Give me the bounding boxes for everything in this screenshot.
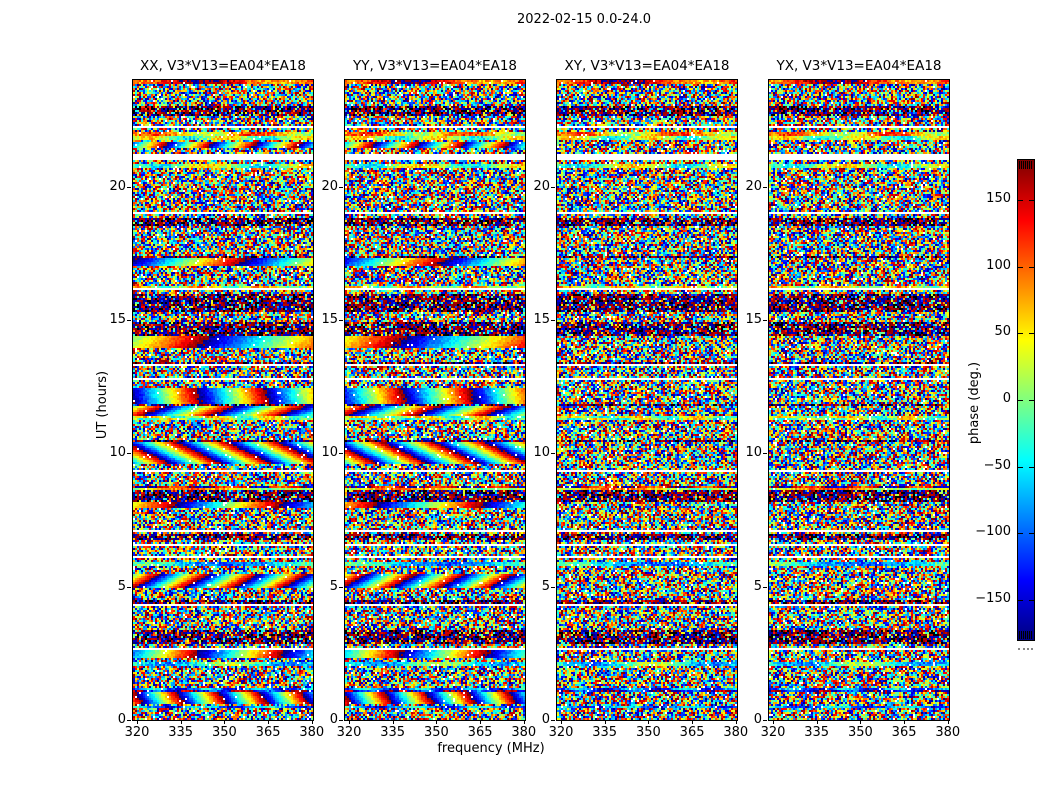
y-tick-mark bbox=[763, 187, 767, 188]
y-tick-mark bbox=[339, 587, 343, 588]
x-tick-label: 320 bbox=[760, 725, 786, 740]
y-tick-mark bbox=[763, 587, 767, 588]
colorbar-tick-label: −150 bbox=[975, 591, 1011, 606]
heatmap-panel bbox=[132, 79, 314, 721]
x-tick-label: 380 bbox=[299, 725, 325, 740]
x-tick-label: 350 bbox=[211, 725, 237, 740]
x-tick-label: 335 bbox=[592, 725, 618, 740]
y-tick-label: 10 bbox=[745, 445, 762, 461]
y-tick-label: 10 bbox=[109, 445, 126, 461]
colorbar-label: phase (deg.) bbox=[967, 361, 982, 445]
x-axis-label: frequency (MHz) bbox=[437, 741, 545, 756]
x-tick-label: 350 bbox=[635, 725, 661, 740]
y-tick-mark bbox=[551, 453, 555, 454]
y-tick-label: 5 bbox=[541, 578, 550, 594]
colorbar-clip-dots bbox=[1018, 648, 1033, 650]
x-tick-label: 380 bbox=[935, 725, 961, 740]
x-tick-mark bbox=[860, 720, 861, 724]
x-tick-mark bbox=[137, 720, 138, 724]
x-tick-mark bbox=[904, 720, 905, 724]
y-tick-mark bbox=[551, 587, 555, 588]
x-tick-mark bbox=[817, 720, 818, 724]
colorbar-tick-label: 50 bbox=[994, 324, 1011, 339]
y-tick-label: 0 bbox=[541, 712, 550, 727]
x-tick-label: 320 bbox=[548, 725, 574, 740]
y-tick-label: 10 bbox=[321, 445, 338, 461]
x-tick-label: 320 bbox=[336, 725, 362, 740]
y-tick-mark bbox=[127, 320, 131, 321]
y-tick-mark bbox=[127, 587, 131, 588]
x-tick-mark bbox=[393, 720, 394, 724]
y-tick-mark bbox=[551, 320, 555, 321]
y-tick-mark bbox=[127, 453, 131, 454]
x-tick-mark bbox=[480, 720, 481, 724]
x-tick-mark bbox=[224, 720, 225, 724]
y-tick-label: 20 bbox=[109, 178, 126, 194]
y-tick-label: 0 bbox=[117, 712, 126, 727]
x-tick-mark bbox=[181, 720, 182, 724]
x-tick-label: 320 bbox=[124, 725, 150, 740]
heatmap-canvas-yx bbox=[769, 80, 949, 720]
y-tick-mark bbox=[763, 720, 767, 721]
y-tick-mark bbox=[339, 320, 343, 321]
y-tick-mark bbox=[127, 187, 131, 188]
panel-title: XY, V3*V13=EA04*EA18 bbox=[564, 58, 730, 74]
figure-title: 2022-02-15 0.0-24.0 bbox=[517, 12, 651, 27]
x-tick-mark bbox=[436, 720, 437, 724]
x-tick-label: 365 bbox=[891, 725, 917, 740]
x-tick-mark bbox=[648, 720, 649, 724]
x-tick-label: 350 bbox=[847, 725, 873, 740]
y-tick-mark bbox=[339, 187, 343, 188]
panel-title: YY, V3*V13=EA04*EA18 bbox=[352, 58, 517, 74]
x-tick-label: 335 bbox=[804, 725, 830, 740]
y-tick-mark bbox=[339, 453, 343, 454]
x-tick-mark bbox=[692, 720, 693, 724]
x-tick-mark bbox=[561, 720, 562, 724]
y-tick-mark bbox=[551, 720, 555, 721]
x-tick-mark bbox=[268, 720, 269, 724]
x-tick-label: 335 bbox=[380, 725, 406, 740]
panel-title: YX, V3*V13=EA04*EA18 bbox=[776, 58, 942, 74]
y-tick-label: 0 bbox=[753, 712, 762, 727]
colorbar bbox=[1017, 159, 1035, 641]
x-tick-mark bbox=[605, 720, 606, 724]
y-tick-label: 0 bbox=[329, 712, 338, 727]
y-tick-label: 20 bbox=[533, 178, 550, 194]
colorbar-gradient bbox=[1018, 160, 1034, 640]
x-tick-mark bbox=[948, 720, 949, 724]
y-tick-mark bbox=[763, 320, 767, 321]
y-tick-label: 15 bbox=[533, 312, 550, 327]
panel-title: XX, V3*V13=EA04*EA18 bbox=[139, 58, 306, 74]
heatmap-panel bbox=[556, 79, 738, 721]
x-tick-mark bbox=[349, 720, 350, 724]
y-tick-label: 20 bbox=[745, 178, 762, 194]
y-tick-label: 5 bbox=[753, 578, 762, 594]
y-tick-label: 15 bbox=[109, 312, 126, 327]
colorbar-tick-label: 100 bbox=[986, 258, 1011, 273]
x-tick-label: 380 bbox=[511, 725, 537, 740]
x-tick-label: 365 bbox=[467, 725, 493, 740]
y-tick-label: 5 bbox=[329, 578, 338, 594]
y-tick-mark bbox=[763, 453, 767, 454]
heatmap-canvas-xy bbox=[557, 80, 737, 720]
colorbar-tick-label: −50 bbox=[983, 458, 1011, 473]
colorbar-tick-label: −100 bbox=[975, 524, 1011, 539]
heatmap-panel bbox=[344, 79, 526, 721]
x-tick-label: 365 bbox=[255, 725, 281, 740]
x-tick-label: 365 bbox=[679, 725, 705, 740]
x-tick-mark bbox=[773, 720, 774, 724]
heatmap-canvas-yy bbox=[345, 80, 525, 720]
y-tick-label: 10 bbox=[533, 445, 550, 461]
colorbar-tick-label: 0 bbox=[1002, 391, 1011, 406]
y-tick-label: 15 bbox=[745, 312, 762, 327]
x-tick-label: 350 bbox=[423, 725, 449, 740]
x-tick-label: 335 bbox=[168, 725, 194, 740]
x-tick-label: 380 bbox=[723, 725, 749, 740]
heatmap-canvas-xx bbox=[133, 80, 313, 720]
heatmap-panel bbox=[768, 79, 950, 721]
y-tick-label: 20 bbox=[321, 178, 338, 194]
y-tick-label: 15 bbox=[321, 312, 338, 327]
y-tick-mark bbox=[551, 187, 555, 188]
colorbar-tick-label: 150 bbox=[986, 191, 1011, 206]
y-tick-mark bbox=[127, 720, 131, 721]
y-tick-label: 5 bbox=[117, 578, 126, 594]
y-axis-label: UT (hours) bbox=[95, 370, 110, 440]
y-tick-mark bbox=[339, 720, 343, 721]
